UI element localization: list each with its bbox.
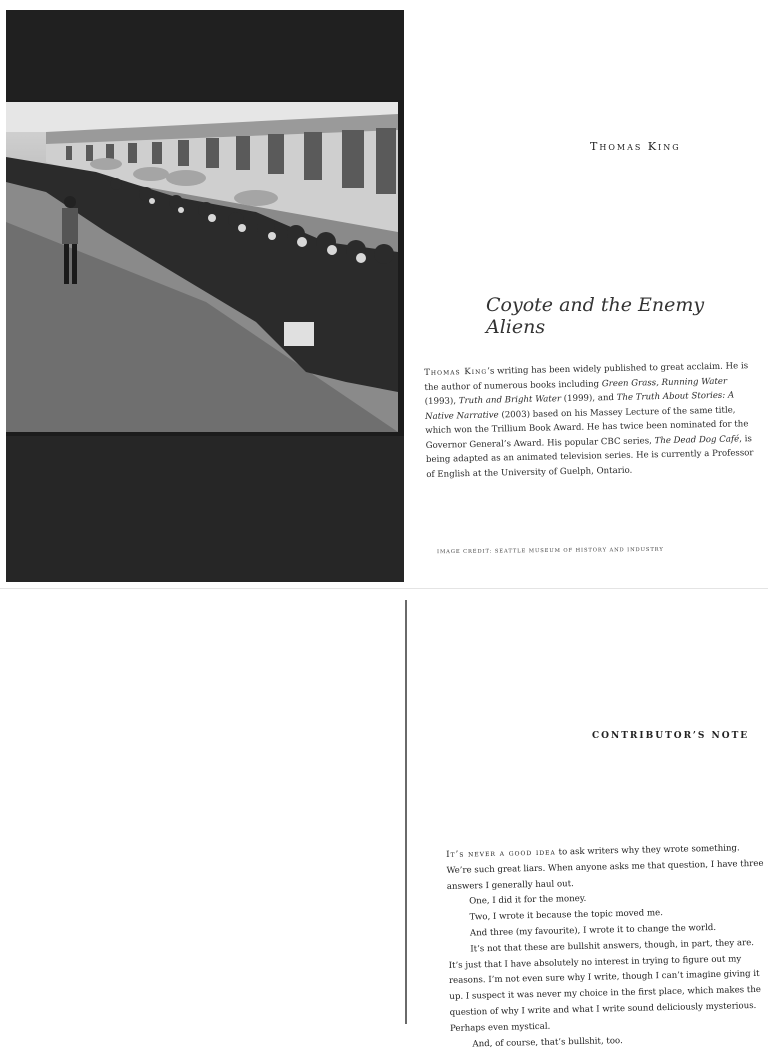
contributors-note-body	[446, 841, 768, 1053]
page-separator-vertical	[405, 600, 407, 1024]
bio-text: (2003) based on his Massey Lecture of the same title, which won the Trillium Book Award. He has twice been nominated for the Governor General’s Award. His popular CBC series,	[425, 404, 749, 451]
book-title: The Truth About Stories: A Native Narrative	[424, 390, 735, 422]
note-paragraph	[446, 841, 765, 896]
note-text: to ask writers why they wrote something. We’re such great liars. When anyone asks me that question, I have three answers I generally haul out.	[446, 843, 764, 892]
historical-photo	[6, 102, 398, 432]
photo-page	[6, 10, 404, 582]
book-title: Truth and Bright Water	[458, 394, 562, 407]
photo-illustration	[6, 102, 398, 432]
note-paragraph: One, I did it for the money.	[469, 894, 587, 907]
author-bio	[424, 359, 754, 482]
note-paragraph: Two, I wrote it because the topic moved me.	[469, 908, 664, 923]
bio-text: , is being adapted as an animated television series. He is currently a Professor of English at the University of Guelph, Ontario.	[425, 433, 754, 480]
series-title: The Dead Dog Café	[654, 433, 740, 446]
carried-box	[284, 322, 314, 346]
book-title: Green Grass, Running Water	[601, 376, 728, 389]
note-paragraph: And three (my favourite), I wrote it to change the world.	[469, 922, 717, 939]
page-separator-horizontal	[0, 588, 768, 589]
note-paragraph: And, of course, that’s bullshit, too.	[472, 1035, 623, 1050]
note-paragraph: It’s not that these are bullshit answers, though, in part, they are. It’s just that I have absolutely no interest in trying to figure out my reasons. I’m not even sure why I write, though I can’t imagine giving it up. I suspect it was never my choice in the first place, which makes the question of why I write and what I write sound deliciously mysterious. Perhaps even mystical.	[448, 937, 762, 1034]
author-name: Thomas King	[590, 140, 681, 153]
contributors-note-heading: CONTRIBUTOR’S NOTE	[592, 731, 750, 741]
image-credit: IMAGE CREDIT: SEATTLE MUSEUM OF HISTORY AND INDUSTRY	[436, 546, 664, 556]
photo-top-band	[6, 10, 404, 100]
bio-text: (1999), and	[560, 392, 617, 405]
photo-bottom-band	[6, 436, 404, 582]
bio-text: ’s writing has been widely published to great acclaim. He is the author of numerous books including	[424, 361, 749, 393]
story-title: Coyote and the Enemy Aliens	[486, 294, 705, 338]
bio-lead: Thomas King	[424, 366, 488, 378]
note-lead: It’s never a good idea	[446, 847, 556, 860]
bio-text: (1993),	[424, 396, 459, 407]
